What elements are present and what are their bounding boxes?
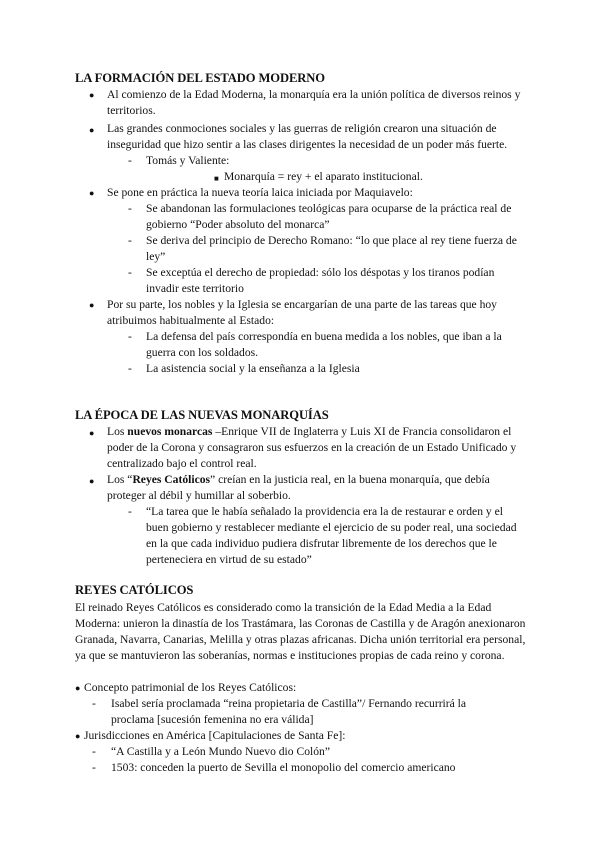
item-propiedad: Se exceptúa el derecho de propiedad: sólo los déspotas y los tiranos podían invadir este territorio <box>146 266 495 295</box>
dash-icon: - <box>128 362 132 375</box>
item-defensa: La defensa del país correspondía en buena medida a los nobles, que iban a la guerra con los soldados. <box>146 330 502 359</box>
dash-icon: - <box>128 330 132 343</box>
paragraph-teoria-laica: Se pone en práctica la nueva teoría laica iniciada por Maquiavelo: <box>107 186 413 199</box>
paragraph-reinado: El reinado Reyes Católicos es considerado como la transición de la Edad Media a la Edad Moderna: unieron la dinastía de los Trastámara, las Coronas de Castilla y de Aragón anexionaron Granada, Navarra, Canarias, Melilla y otras plazas africanas. Dicha unión territorial era personal, ya que se mantuvieron las soberanías, normas e instituciones propias de cada reino y corona. <box>75 601 526 662</box>
item-asistencia: La asistencia social y la enseñanza a la Iglesia <box>146 362 360 375</box>
bullet-icon: ● <box>89 428 95 438</box>
dash-icon: - <box>128 234 132 247</box>
item-derecho-romano: Se deriva del principio de Derecho Romano: “lo que place al rey tiene fuerza de ley” <box>146 234 517 263</box>
section-title-reyes-catolicos: REYES CATÓLICOS <box>75 583 194 597</box>
paragraph-conmociones: Las grandes conmociones sociales y las guerras de religión crearon una situación de inseguridad que hizo sentir a las clases dirigentes la necesidad de un poder más fuerte. <box>107 122 508 151</box>
bullet-icon: ● <box>89 90 95 100</box>
bullet-icon: ● <box>75 683 81 693</box>
item-monarquia-definicion: Monarquía = rey + el aparato institucional. <box>224 170 423 183</box>
paragraph-nobles-iglesia: Por su parte, los nobles y la Iglesia se encargarían de una parte de las tareas que hoy atribuimos habitualmente al Estado: <box>107 298 497 327</box>
item-formulaciones: Se abandonan las formulaciones teológicas para ocuparse de la práctica real de gobierno “Poder absoluto del monarca” <box>146 202 512 231</box>
dash-icon: - <box>92 697 96 710</box>
dash-icon: - <box>128 266 132 279</box>
dash-icon: - <box>92 761 96 774</box>
paragraph-reyes-catolicos: Los “Reyes Católicos” creían en la justicia real, en la buena monarquía, que debía proteger al débil y humillar al soberbio. <box>107 473 490 502</box>
section-title-estado-moderno: LA FORMACIÓN DEL ESTADO MODERNO <box>75 71 325 85</box>
paragraph-nuevos-monarcas: Los nuevos monarcas –Enrique VII de Inglaterra y Luis XI de Francia consolidaron el poder de la Corona y consagraron sus esfuerzos en la creación de un Estado Unificado y centralizado bajo el control real. <box>107 425 517 470</box>
bullet-icon: ● <box>89 476 95 486</box>
bullet-icon: ● <box>75 731 81 741</box>
item-tomas-valiente: Tomás y Valiente: <box>146 154 230 167</box>
dash-icon: - <box>128 505 132 518</box>
paragraph-concepto-patrimonial: Concepto patrimonial de los Reyes Católicos: <box>84 681 297 694</box>
bullet-icon: ● <box>89 125 95 135</box>
bullet-icon: ● <box>89 188 95 198</box>
item-castilla-leon: “A Castilla y a León Mundo Nuevo dio Colón” <box>111 745 330 758</box>
dash-icon: - <box>92 745 96 758</box>
item-cita-providencia: “La tarea que le había señalado la providencia era la de restaurar e orden y el buen gobierno y restablecer mediante el ejercicio de su poder real, una sociedad en la que cada individuo pudiera disfrutar libremente de los derechos que le perteneciera en virtud de su estado” <box>146 505 517 566</box>
item-sevilla-monopolio: 1503: conceden la puerto de Sevilla el monopolio del comercio americano <box>111 761 456 774</box>
paragraph-monarquia: Al comienzo de la Edad Moderna, la monarquía era la unión política de diversos reinos y territorios. <box>107 88 521 117</box>
square-bullet-icon: ■ <box>214 174 219 183</box>
section-title-nuevas-monarquias: LA ÉPOCA DE LAS NUEVAS MONARQUÍAS <box>75 408 329 422</box>
dash-icon: - <box>128 202 132 215</box>
bullet-icon: ● <box>89 300 95 310</box>
paragraph-jurisdicciones: Jurisdicciones en América [Capitulaciones de Santa Fe]: <box>84 729 346 742</box>
item-isabel: Isabel sería proclamada “reina propietaria de Castilla”/ Fernando recurrirá la proclama [sucesión femenina no era válida] <box>111 697 467 726</box>
dash-icon: - <box>128 154 132 167</box>
